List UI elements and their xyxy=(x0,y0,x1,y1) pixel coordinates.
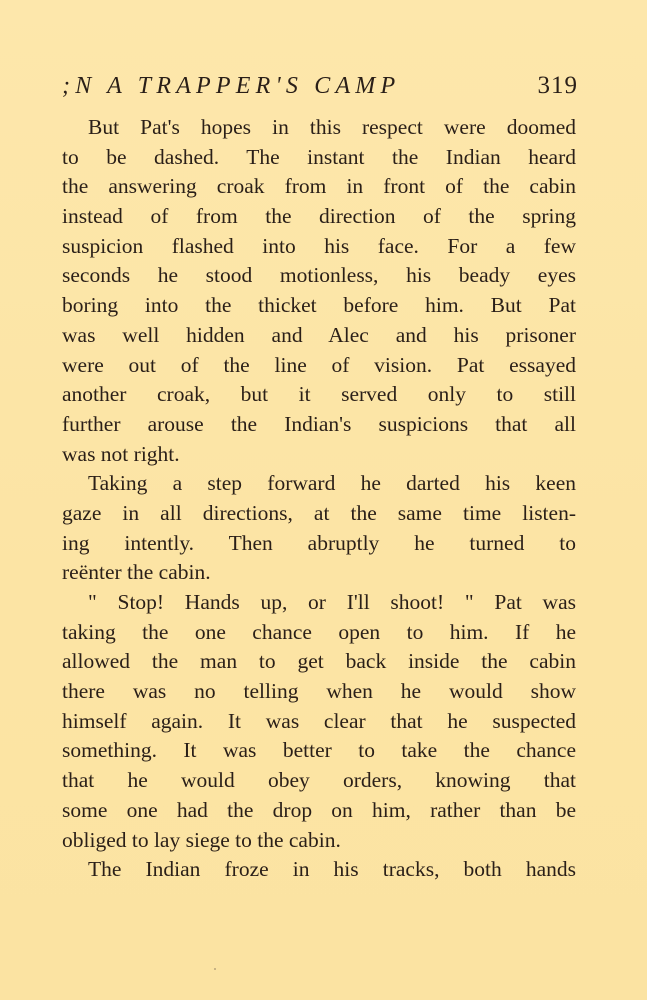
text-line: gaze in all directions, at the same time listen- xyxy=(62,500,576,525)
text-line: The Indian froze in his tracks, both hands xyxy=(88,857,576,882)
text-line: seconds he stood motionless, his beady eyes xyxy=(62,263,576,288)
text-line: another croak, but it served only to still xyxy=(62,382,576,407)
text-line: some one had the drop on him, rather than be xyxy=(62,797,576,822)
text-line: himself again. It was clear that he suspected xyxy=(62,708,576,733)
text-line: the answering croak from in front of the cabin xyxy=(62,174,576,199)
text-line: " Stop! Hands up, or I'll shoot! " Pat was xyxy=(88,590,576,614)
text-line: Taking a step forward he darted his keen xyxy=(88,471,576,496)
text-line: that he would obey orders, knowing that xyxy=(62,768,576,793)
text-line: suspicion flashed into his face. For a few xyxy=(62,233,576,258)
text-line: reënter the cabin. xyxy=(62,560,211,585)
page-number: 319 xyxy=(537,72,578,99)
text-line: instead of from the direction of the spring xyxy=(62,204,576,229)
text-line: to be dashed. The instant the Indian heard xyxy=(62,144,576,169)
text-line: taking the one chance open to him. If he xyxy=(62,619,576,644)
text-line: there was no telling when he would show xyxy=(62,679,576,704)
text-line: allowed the man to get back inside the cabin xyxy=(62,649,576,674)
text-line: was not right. xyxy=(62,441,180,466)
text-line: ing intently. Then abruptly he turned to xyxy=(62,530,576,555)
body-text xyxy=(62,113,576,885)
text-line: something. It was better to take the chance xyxy=(62,738,576,763)
running-head xyxy=(62,66,578,106)
text-line: boring into the thicket before him. But Pat xyxy=(62,293,576,318)
text-line: was well hidden and Alec and his prisoner xyxy=(62,322,576,347)
running-head-title: ;N A TRAPPER'S CAMP xyxy=(62,73,401,99)
text-line: obliged to lay siege to the cabin. xyxy=(62,827,341,852)
text-line: further arouse the Indian's suspicions that all xyxy=(62,411,576,436)
text-line: were out of the line of vision. Pat essayed xyxy=(62,352,576,377)
text-line: But Pat's hopes in this respect were doomed xyxy=(88,115,576,139)
paper-speck xyxy=(214,968,216,970)
